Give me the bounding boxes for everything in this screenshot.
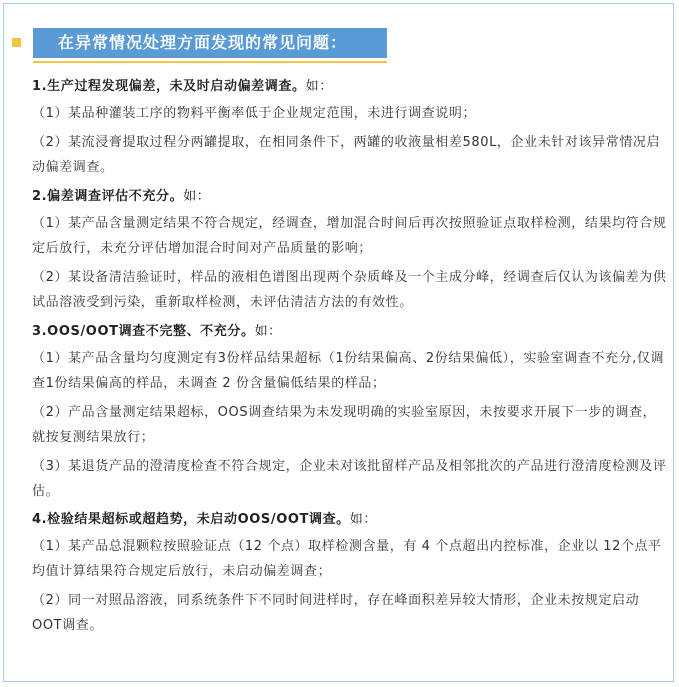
list-item: （1）某品种灌装工序的物料平衡率低于企业规定范围，未进行调查说明；	[32, 106, 477, 121]
list-item: （3）某退货产品的澄清度检查不符合规定，企业未对该批留样产品及相邻批次的产品进行澄清度检测及评估。	[32, 459, 667, 499]
section-heading-4-text: 4.检验结果超标或超趋势，未启动OOS/OOT调查。	[32, 512, 350, 527]
list-item: （1）某产品总混颗粒按照验证点（12 个点）取样检测含量，有 4 个点超出内控标准，企业以 12个点平均值计算结果符合规定后放行，未启动偏差调查；	[32, 539, 662, 579]
list-item: （1）某产品含量测定结果不符合规定，经调查，增加混合时间后再次按照验证点取样检测，结果均符合规定后放行，未充分评估增加混合时间对产品质量的影响；	[32, 216, 667, 256]
section-heading-2-tail: 如：	[183, 189, 211, 204]
section-heading-1	[32, 74, 668, 99]
square-bullet-icon	[12, 38, 21, 47]
section-heading-2-text: 2.偏差调查评估不充分。	[32, 189, 184, 204]
list-item: （2）同一对照品溶液，同系统条件下不同时间进样时，存在峰面积差异较大情形，企业未按规定启动OOT调查。	[32, 593, 640, 633]
section-heading-4-tail: 如：	[349, 512, 377, 527]
list-item: （2）产品含量测定结果超标，OOS调查结果为未发现明确的实验室原因，未按要求开展下一步的调查，就按复测结果放行；	[32, 405, 657, 445]
section-header-title: 在异常情况处理方面发现的常见问题：	[58, 33, 348, 52]
section-heading-1-text: 1.生产过程发现偏差，未及时启动偏差调查。	[32, 79, 306, 94]
list-item: （2）某流浸膏提取过程分两罐提取，在相同条件下，两罐的收液量相差580L，企业未针对该异常情况启动偏差调查。	[32, 135, 661, 175]
list-item: （1）某产品含量均匀度测定有3份样品结果超标（1份结果偏高、2份结果偏低），实验室调查不充分,仅调查1份结果偏高的样品，未调查 2 份含量偏低结果的样品；	[32, 351, 665, 391]
list-item: （2）某设备清洁验证时，样品的液相色谱图出现两个杂质峰及一个主成分峰，经调查后仅认为该偏差为供试品溶液受到污染，重新取样检测，未评估清洁方法的有效性。	[32, 270, 667, 310]
section-heading-3-text: 3.OOS/OOT调查不完整、不充分。	[32, 324, 255, 339]
section-heading-2	[32, 184, 668, 209]
section-heading-4	[32, 507, 668, 532]
section-heading-3-tail: 如：	[254, 324, 282, 339]
section-heading-1-tail: 如：	[305, 79, 333, 94]
section-heading-3	[32, 319, 668, 344]
article-body	[32, 74, 668, 642]
